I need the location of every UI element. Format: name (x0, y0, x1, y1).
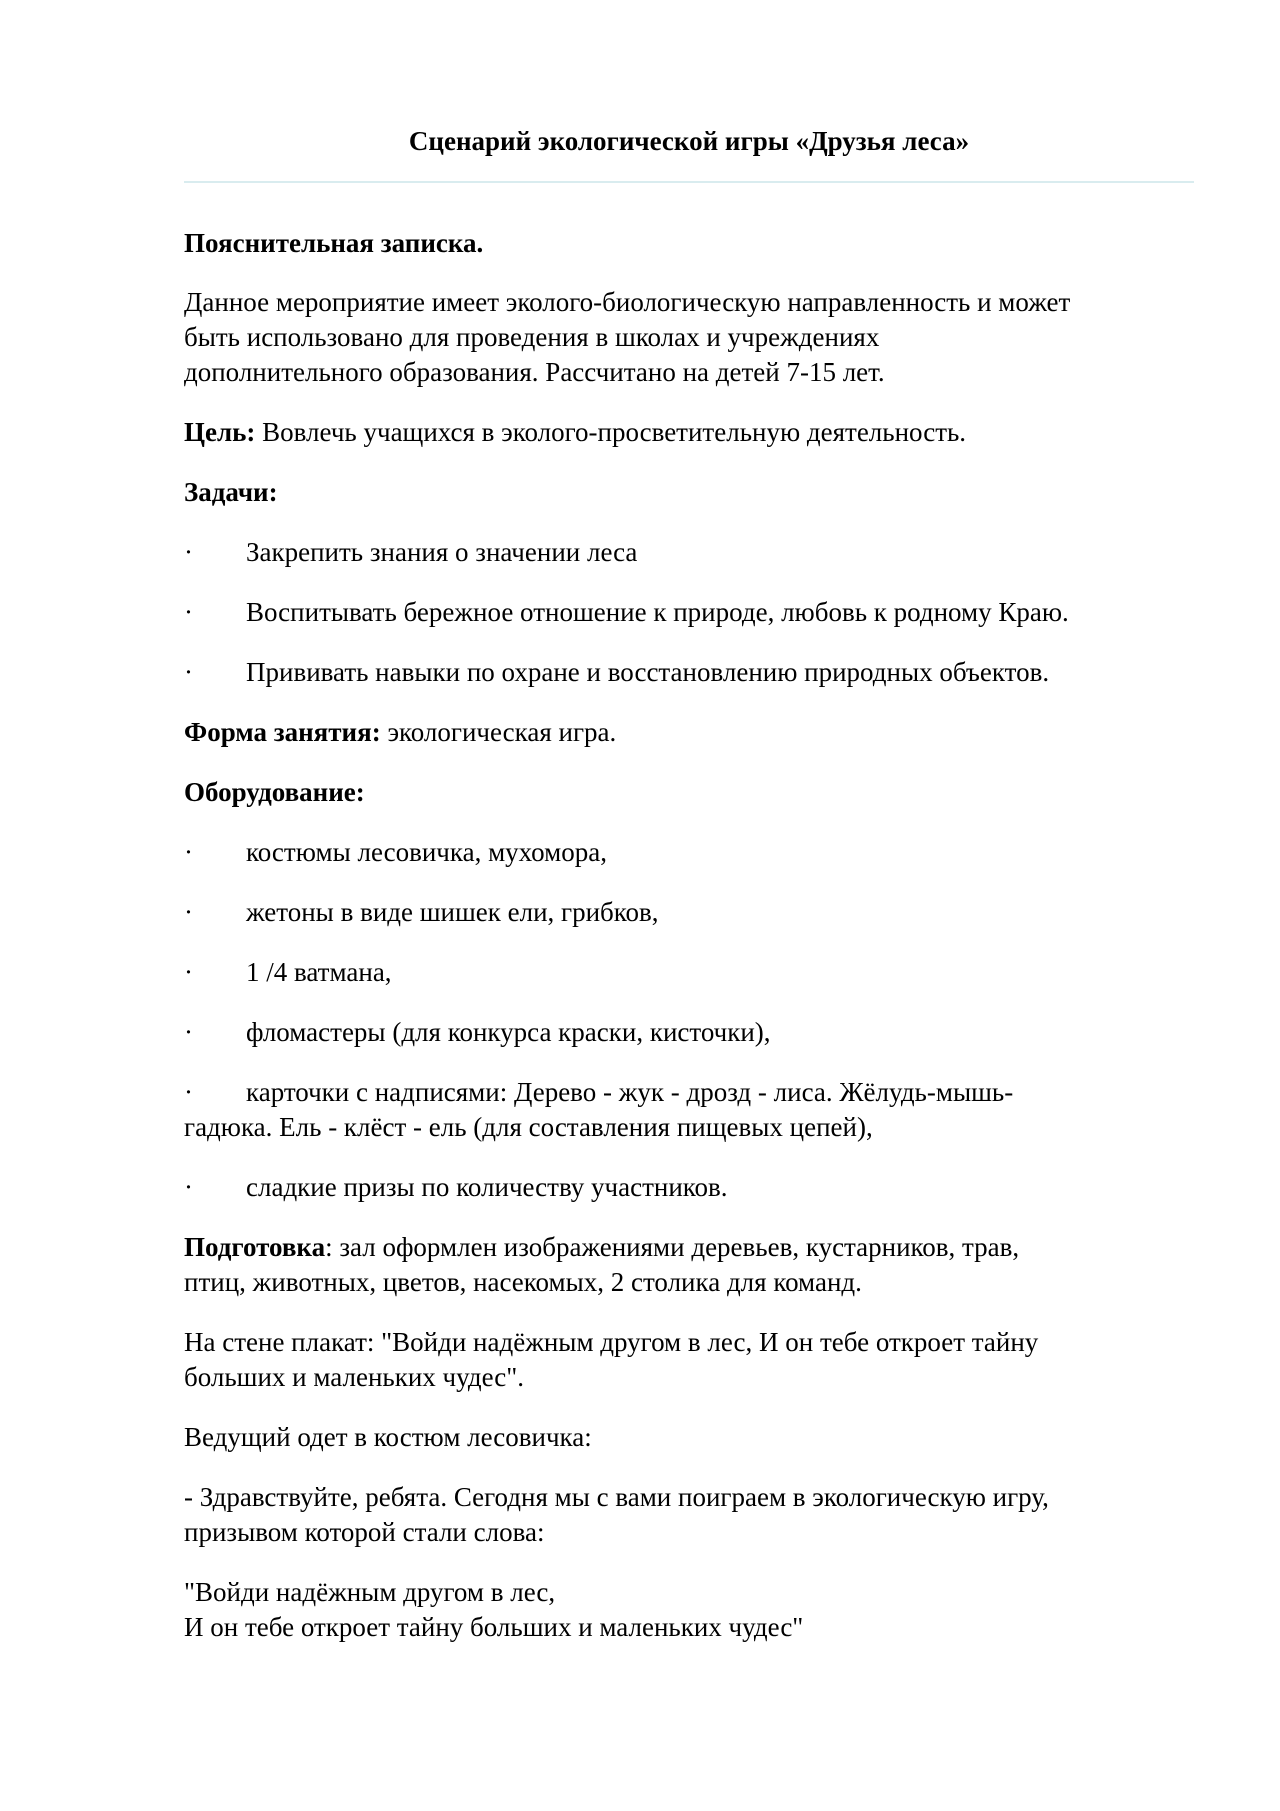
equipment-text: карточки с надписями: Дерево - жук - дрозд - лиса. Жёлудь-мышь- (246, 1077, 1014, 1107)
tasks-heading: Задачи: (184, 477, 278, 507)
equipment-text: костюмы лесовичка, мухомора, (246, 837, 607, 867)
equipment-heading: Оборудование: (184, 777, 365, 807)
equipment-item (184, 895, 1194, 930)
goal-label: Цель: (184, 417, 256, 447)
bullet-icon: · (184, 837, 193, 867)
bullet-icon: · (184, 1172, 193, 1202)
equipment-item (184, 1075, 1194, 1110)
equipment-text: жетоны в виде шишек ели, грибков, (246, 897, 659, 927)
equipment-item (184, 955, 1194, 990)
task-item (184, 595, 1194, 630)
form-label: Форма занятия: (184, 717, 381, 747)
prep-continuation: птиц, животных, цветов, насекомых, 2 столика для команд. (184, 1267, 862, 1297)
bullet-icon: · (184, 597, 193, 627)
prep-text: : зал оформлен изображениями деревьев, кустарников, трав, (325, 1232, 1020, 1262)
motto-line: И он тебе откроет тайну больших и маленьких чудес" (184, 1612, 804, 1642)
equipment-item (184, 1015, 1194, 1050)
bullet-icon: · (184, 1017, 193, 1047)
task-text: Прививать навыки по охране и восстановлению природных объектов. (246, 657, 1050, 687)
equipment-text: сладкие призы по количеству участников. (246, 1172, 728, 1202)
motto-line: "Войди надёжным другом в лес, (184, 1577, 556, 1607)
explanatory-heading: Пояснительная записка. (184, 228, 484, 258)
goal-text: Вовлечь учащихся в эколого-просветительную деятельность. (255, 417, 967, 447)
task-item (184, 535, 1194, 570)
bullet-icon: · (184, 897, 193, 927)
form-paragraph (184, 715, 1194, 750)
task-text: Закрепить знания о значении леса (246, 537, 638, 567)
poster-line: больших и маленьких чудес". (184, 1362, 525, 1392)
equipment-item-continuation: гадюка. Ель - клёст - ель (для составления пищевых цепей), (184, 1112, 873, 1142)
intro-line: дополнительного образования. Рассчитано на детей 7-15 лет. (184, 357, 885, 387)
poster-line: На стене плакат: "Войди надёжным другом в лес, И он тебе откроет тайну (184, 1327, 1039, 1357)
equipment-text: фломастеры (для конкурса краски, кисточки), (246, 1017, 771, 1047)
greeting-line: - Здравствуйте, ребята. Сегодня мы с вами поиграем в экологическую игру, (184, 1482, 1049, 1512)
task-text: Воспитывать бережное отношение к природе, любовь к родному Краю. (246, 597, 1069, 627)
goal-paragraph (184, 415, 1194, 450)
document-title: Сценарий экологической игры «Друзья леса» (408, 126, 970, 156)
equipment-item (184, 1170, 1194, 1205)
equipment-item (184, 835, 1194, 870)
task-item (184, 655, 1194, 690)
form-text: экологическая игра. (380, 717, 617, 747)
intro-line: быть использовано для проведения в школах и учреждениях (184, 322, 880, 352)
intro-line: Данное мероприятие имеет эколого-биологическую направленность и может (184, 287, 1071, 317)
prep-paragraph (184, 1230, 1194, 1265)
bullet-icon: · (184, 1077, 193, 1107)
bullet-icon: · (184, 537, 193, 567)
bullet-icon: · (184, 957, 193, 987)
title-divider (184, 181, 1194, 183)
greeting-line: призывом которой стали слова: (184, 1517, 545, 1547)
equipment-text: 1 /4 ватмана, (246, 957, 392, 987)
host-line: Ведущий одет в костюм лесовичка: (184, 1422, 592, 1452)
bullet-icon: · (184, 657, 193, 687)
prep-label: Подготовка (184, 1232, 326, 1262)
